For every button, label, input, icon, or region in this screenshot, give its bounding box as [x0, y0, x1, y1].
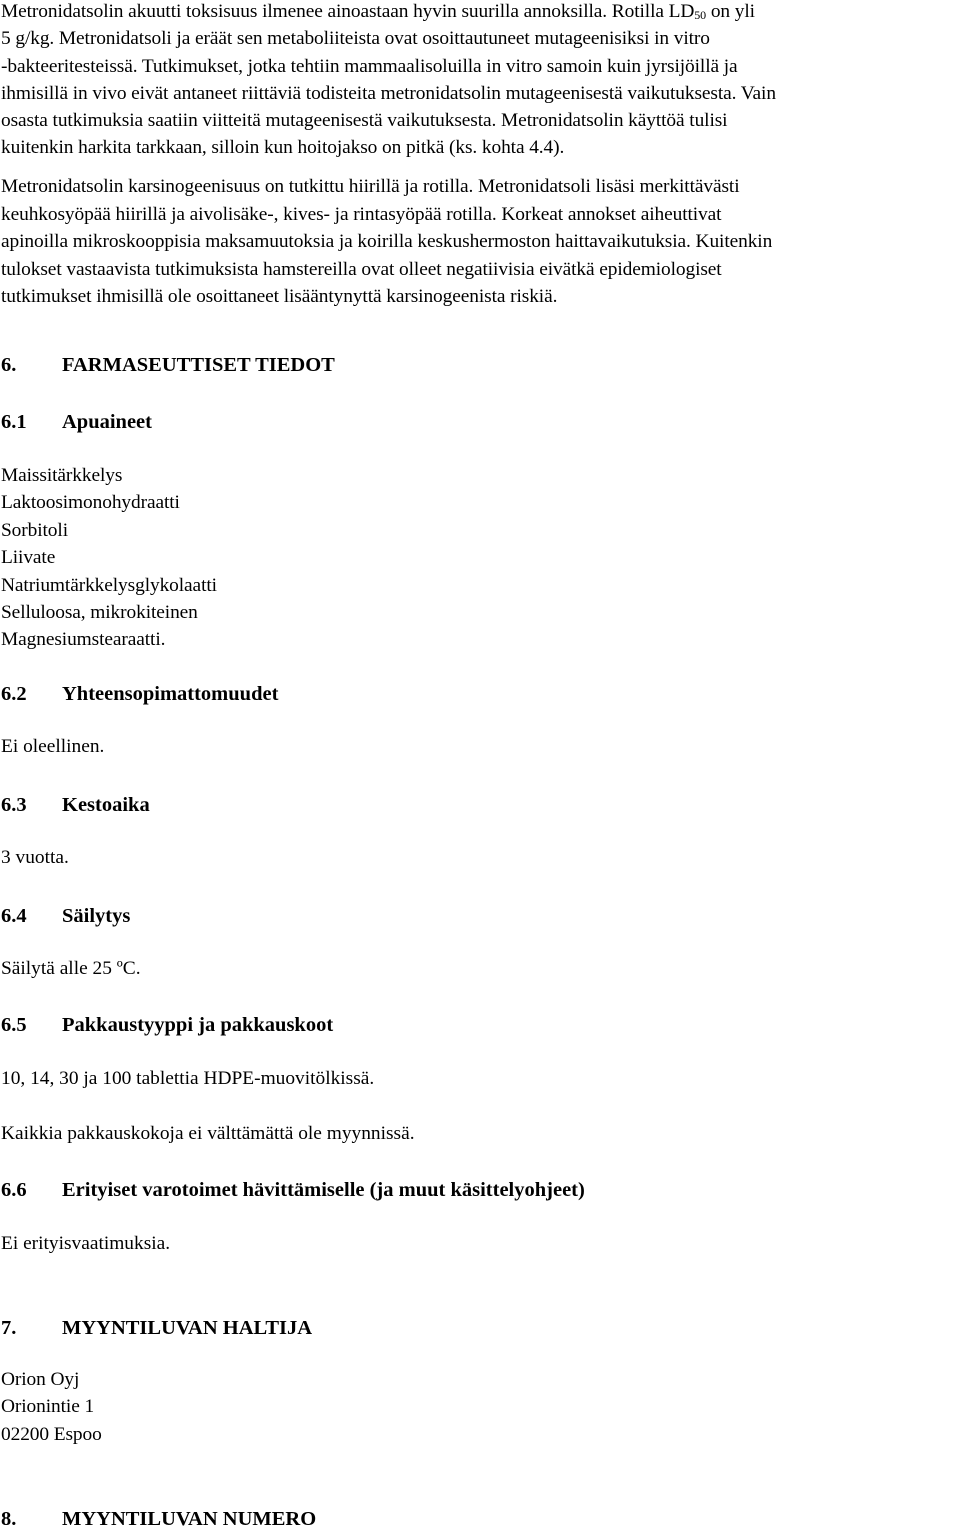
paragraph-line: keuhkosyöpää hiirillä ja aivolisäke-, kives- ja rintasyöpää rotilla. Korkeat annokset aiheuttivat: [1, 203, 722, 225]
section-6-4-heading: 6.4 Säilytys: [1, 905, 131, 927]
list-item: Natriumtärkkelysglykolaatti: [1, 574, 217, 596]
section-7-heading: 7. MYYNTILUVAN HALTIJA: [1, 1317, 313, 1339]
paragraph-line: 5 g/kg. Metronidatsoli ja eräät sen metaboliiteista ovat osoittautuneet mutageenisiksi in vitro: [1, 28, 710, 50]
list-item: Liivate: [1, 547, 56, 569]
section-6-1-heading: 6.1 Apuaineet: [1, 411, 152, 433]
paragraph-line: -bakteeritesteissä. Tutkimukset, jotka tehtiin mammaalisoluilla in vitro samoin kuin jyrsijöillä ja: [1, 55, 738, 77]
paragraph-line: tutkimukset ihmisillä ole osoittaneet lisääntynyttä karsinogeenista riskiä.: [1, 286, 558, 307]
section-6-3-heading: 6.3 Kestoaika: [1, 794, 150, 816]
toxicity-paragraph: [1, 0, 957, 162]
carcinogenicity-paragraph: [1, 173, 957, 311]
paragraph-line: apinoilla mikroskooppisia maksamuutoksia ja koirilla keskushermoston haittavaikutuksia. Kuitenkin: [1, 231, 773, 252]
section-8-heading: 8. MYYNTILUVAN NUMERO: [1, 1508, 317, 1530]
section-6-2-heading: 6.2 Yhteensopimattomuudet: [1, 683, 279, 705]
paragraph-line: kuitenkin harkita tarkkaan, silloin kun hoitojakso on pitkä (ks. kohta 4.4).: [1, 137, 565, 159]
list-item: Selluloosa, mikrokiteinen: [1, 601, 198, 623]
section-6-heading: 6. FARMASEUTTISET TIEDOT: [1, 354, 335, 376]
section-6-5-heading: 6.5 Pakkaustyyppi ja pakkauskoot: [1, 1014, 334, 1036]
paragraph-line: ihmisillä in vivo eivät antaneet riittäviä todisteita metronidatsolin mutageenisestä vaikutuksesta. Vain: [1, 82, 776, 104]
list-item: Maissitärkkelys: [1, 465, 123, 486]
list-item: Sorbitoli: [1, 519, 68, 541]
list-item: Magnesiumstearaatti.: [1, 629, 166, 651]
storage-text: Säilytä alle 25 ºC.: [1, 958, 141, 979]
disposal-text: Ei erityisvaatimuksia.: [1, 1233, 171, 1254]
list-item: Laktoosimonohydraatti: [1, 492, 180, 514]
paragraph-line: Metronidatsolin karsinogeenisuus on tutkittu hiirillä ja rotilla. Metronidatsoli lisäsi merkittävästi: [1, 176, 740, 197]
ld50-subscript: 50: [694, 8, 707, 22]
address-line: Orion Oyj: [1, 1369, 80, 1390]
package-sizes-text: 10, 14, 30 ja 100 tablettia HDPE-muovitölkissä.: [1, 1068, 375, 1089]
address-line: 02200 Espoo: [1, 1423, 102, 1445]
paragraph-line: tulokset vastaavista tutkimuksista hamstereilla ovat olleet negatiivisia eivätkä epidemiologiset: [1, 258, 722, 280]
section-6-6-heading: 6.6 Erityiset varotoimet hävittämiselle (ja muut käsittelyohjeet): [1, 1179, 585, 1201]
incompatibilities-text: Ei oleellinen.: [1, 736, 105, 757]
paragraph-line: osasta tutkimuksia saatiin viitteitä mutageenisestä vaikutuksesta. Metronidatsolin käyttöä tulisi: [1, 110, 728, 132]
paragraph-line: Metronidatsolin akuutti toksisuus ilmenee ainoastaan hyvin suurilla annoksilla. Rotilla $LD_{50}$ on yli: [1, 1, 755, 22]
marketing-note-text: Kaikkia pakkauskokoja ei välttämättä ole myynnissä.: [1, 1123, 415, 1144]
holder-address: [1, 1366, 957, 1448]
excipients-list: [1, 462, 957, 654]
address-line: Orionintie 1: [1, 1396, 95, 1418]
shelf-life-text: 3 vuotta.: [1, 847, 69, 868]
